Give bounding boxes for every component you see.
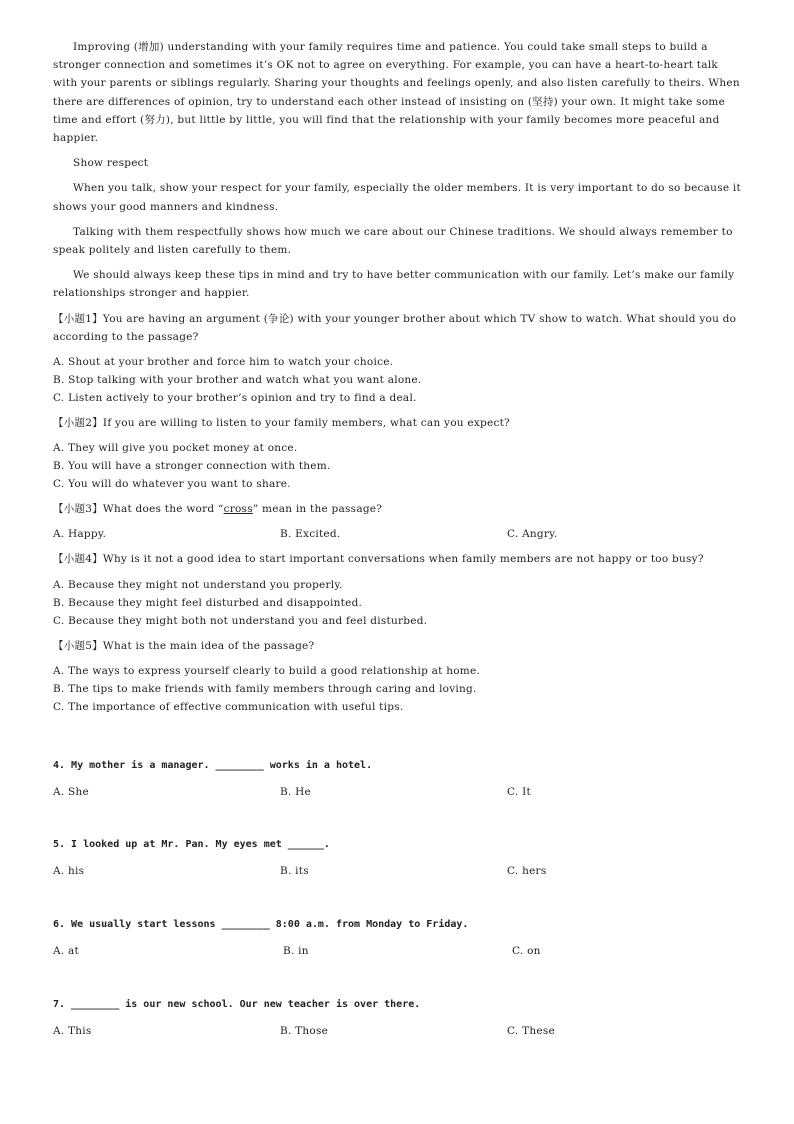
option-a: A. They will give you pocket money at once. xyxy=(53,442,298,455)
section-heading: Show respect xyxy=(73,157,149,170)
option-c: C. The importance of effective communication with useful tips. xyxy=(53,700,404,713)
grammar-stem: 6. We usually start lessons ________ 8:00 a.m. from Monday to Friday. xyxy=(53,919,469,930)
option-c: C. Listen actively to your brother’s opinion and try to find a deal. xyxy=(53,392,417,405)
question-3-stem-post: ” mean in the passage? xyxy=(252,503,383,516)
option-c: C. Because they might both not understand you and feel disturbed. xyxy=(53,614,428,627)
option-c: C. hers xyxy=(507,865,547,877)
grammar-question-6 xyxy=(53,916,743,960)
option-a: A. Because they might not understand you properly. xyxy=(53,578,343,591)
option-a: A. She xyxy=(53,786,89,798)
option-b: B. Those xyxy=(280,1025,329,1037)
option-b: B. He xyxy=(280,786,312,798)
grammar-options xyxy=(53,783,743,801)
option-b: B. Excited. xyxy=(280,528,341,541)
grammar-options xyxy=(53,862,743,880)
option-a: A. Shout at your brother and force him to watch your choice. xyxy=(53,356,394,369)
question-1-options xyxy=(53,353,743,407)
option-b: B. in xyxy=(283,945,309,957)
option-a: A. This xyxy=(53,1025,92,1037)
option-b: B. Because they might feel disturbed and disappointed. xyxy=(53,596,363,609)
option-a: A. The ways to express yourself clearly to build a good relationship at home. xyxy=(53,664,481,677)
question-4-options xyxy=(53,576,743,630)
option-a: A. Happy. xyxy=(53,528,107,541)
grammar-stem: 7. ________ is our new school. Our new teacher is over there. xyxy=(53,999,421,1010)
option-c: C. It xyxy=(507,786,531,798)
grammar-stem: 5. I looked up at Mr. Pan. My eyes met ______. xyxy=(53,839,330,850)
grammar-question-4 xyxy=(53,757,743,801)
document-page xyxy=(53,38,743,723)
question-1-stem: 【小题1】You are having an argument (争论) with your younger brother about which TV show to watch. What should you do according to the passage? xyxy=(53,312,737,343)
passage-paragraph-4: We should always keep these tips in mind and try to have better communication with our family. Let’s make our family relationships stronger and happier. xyxy=(53,269,735,300)
option-b: B. its xyxy=(280,865,309,877)
question-3-options xyxy=(53,525,743,543)
question-5-options xyxy=(53,662,743,716)
passage-paragraph-3: Talking with them respectfully shows how much we care about our Chinese traditions. We should always remember to speak politely and listen carefully to them. xyxy=(53,225,733,257)
grammar-stem: 4. My mother is a manager. ________ works in a hotel. xyxy=(53,760,373,771)
question-5-stem: 【小题5】What is the main idea of the passage? xyxy=(53,639,315,652)
grammar-options xyxy=(53,1022,743,1040)
grammar-options xyxy=(53,942,743,960)
option-c: C. You will do whatever you want to share. xyxy=(53,478,291,491)
question-2-options xyxy=(53,439,743,493)
grammar-question-7 xyxy=(53,996,743,1040)
option-b: B. You will have a stronger connection with them. xyxy=(53,460,331,473)
question-4-stem: 【小题4】Why is it not a good idea to start important conversations when family members are not happy or too busy? xyxy=(53,553,704,566)
passage-paragraph-1: Improving (增加) understanding with your family requires time and patience. You could take small steps to build a stronger connection and sometimes it’s OK not to agree on everything. For example, you can have a heart-to-heart talk with your parents or siblings regularly. Sharing your thoughts and feelings openly, and also listen carefully to theirs. When there are differences of opinion, try to understand each other instead of insisting on (坚持) your own. It might take some time and effort (努力), but little by little, you will find that the relationship with your family becomes more peaceful and happier. xyxy=(53,41,740,145)
question-3-stem xyxy=(53,500,743,518)
option-c: C. Angry. xyxy=(507,528,558,541)
option-b: B. Stop talking with your brother and watch what you want alone. xyxy=(53,374,422,387)
grammar-question-5 xyxy=(53,836,743,880)
option-a: A. at xyxy=(53,945,79,957)
option-c: C. These xyxy=(507,1025,555,1037)
option-a: A. his xyxy=(53,865,85,877)
option-c: C. on xyxy=(512,945,541,957)
passage-paragraph-2: When you talk, show your respect for your family, especially the older members. It is very important to do so because it shows your good manners and kindness. xyxy=(53,182,741,213)
underlined-word: cross xyxy=(223,503,253,516)
question-3-stem-pre: 【小题3】What does the word “ xyxy=(53,503,224,516)
question-2-stem: 【小题2】If you are willing to listen to your family members, what can you expect? xyxy=(53,417,510,430)
option-b: B. The tips to make friends with family members through caring and loving. xyxy=(53,682,477,695)
